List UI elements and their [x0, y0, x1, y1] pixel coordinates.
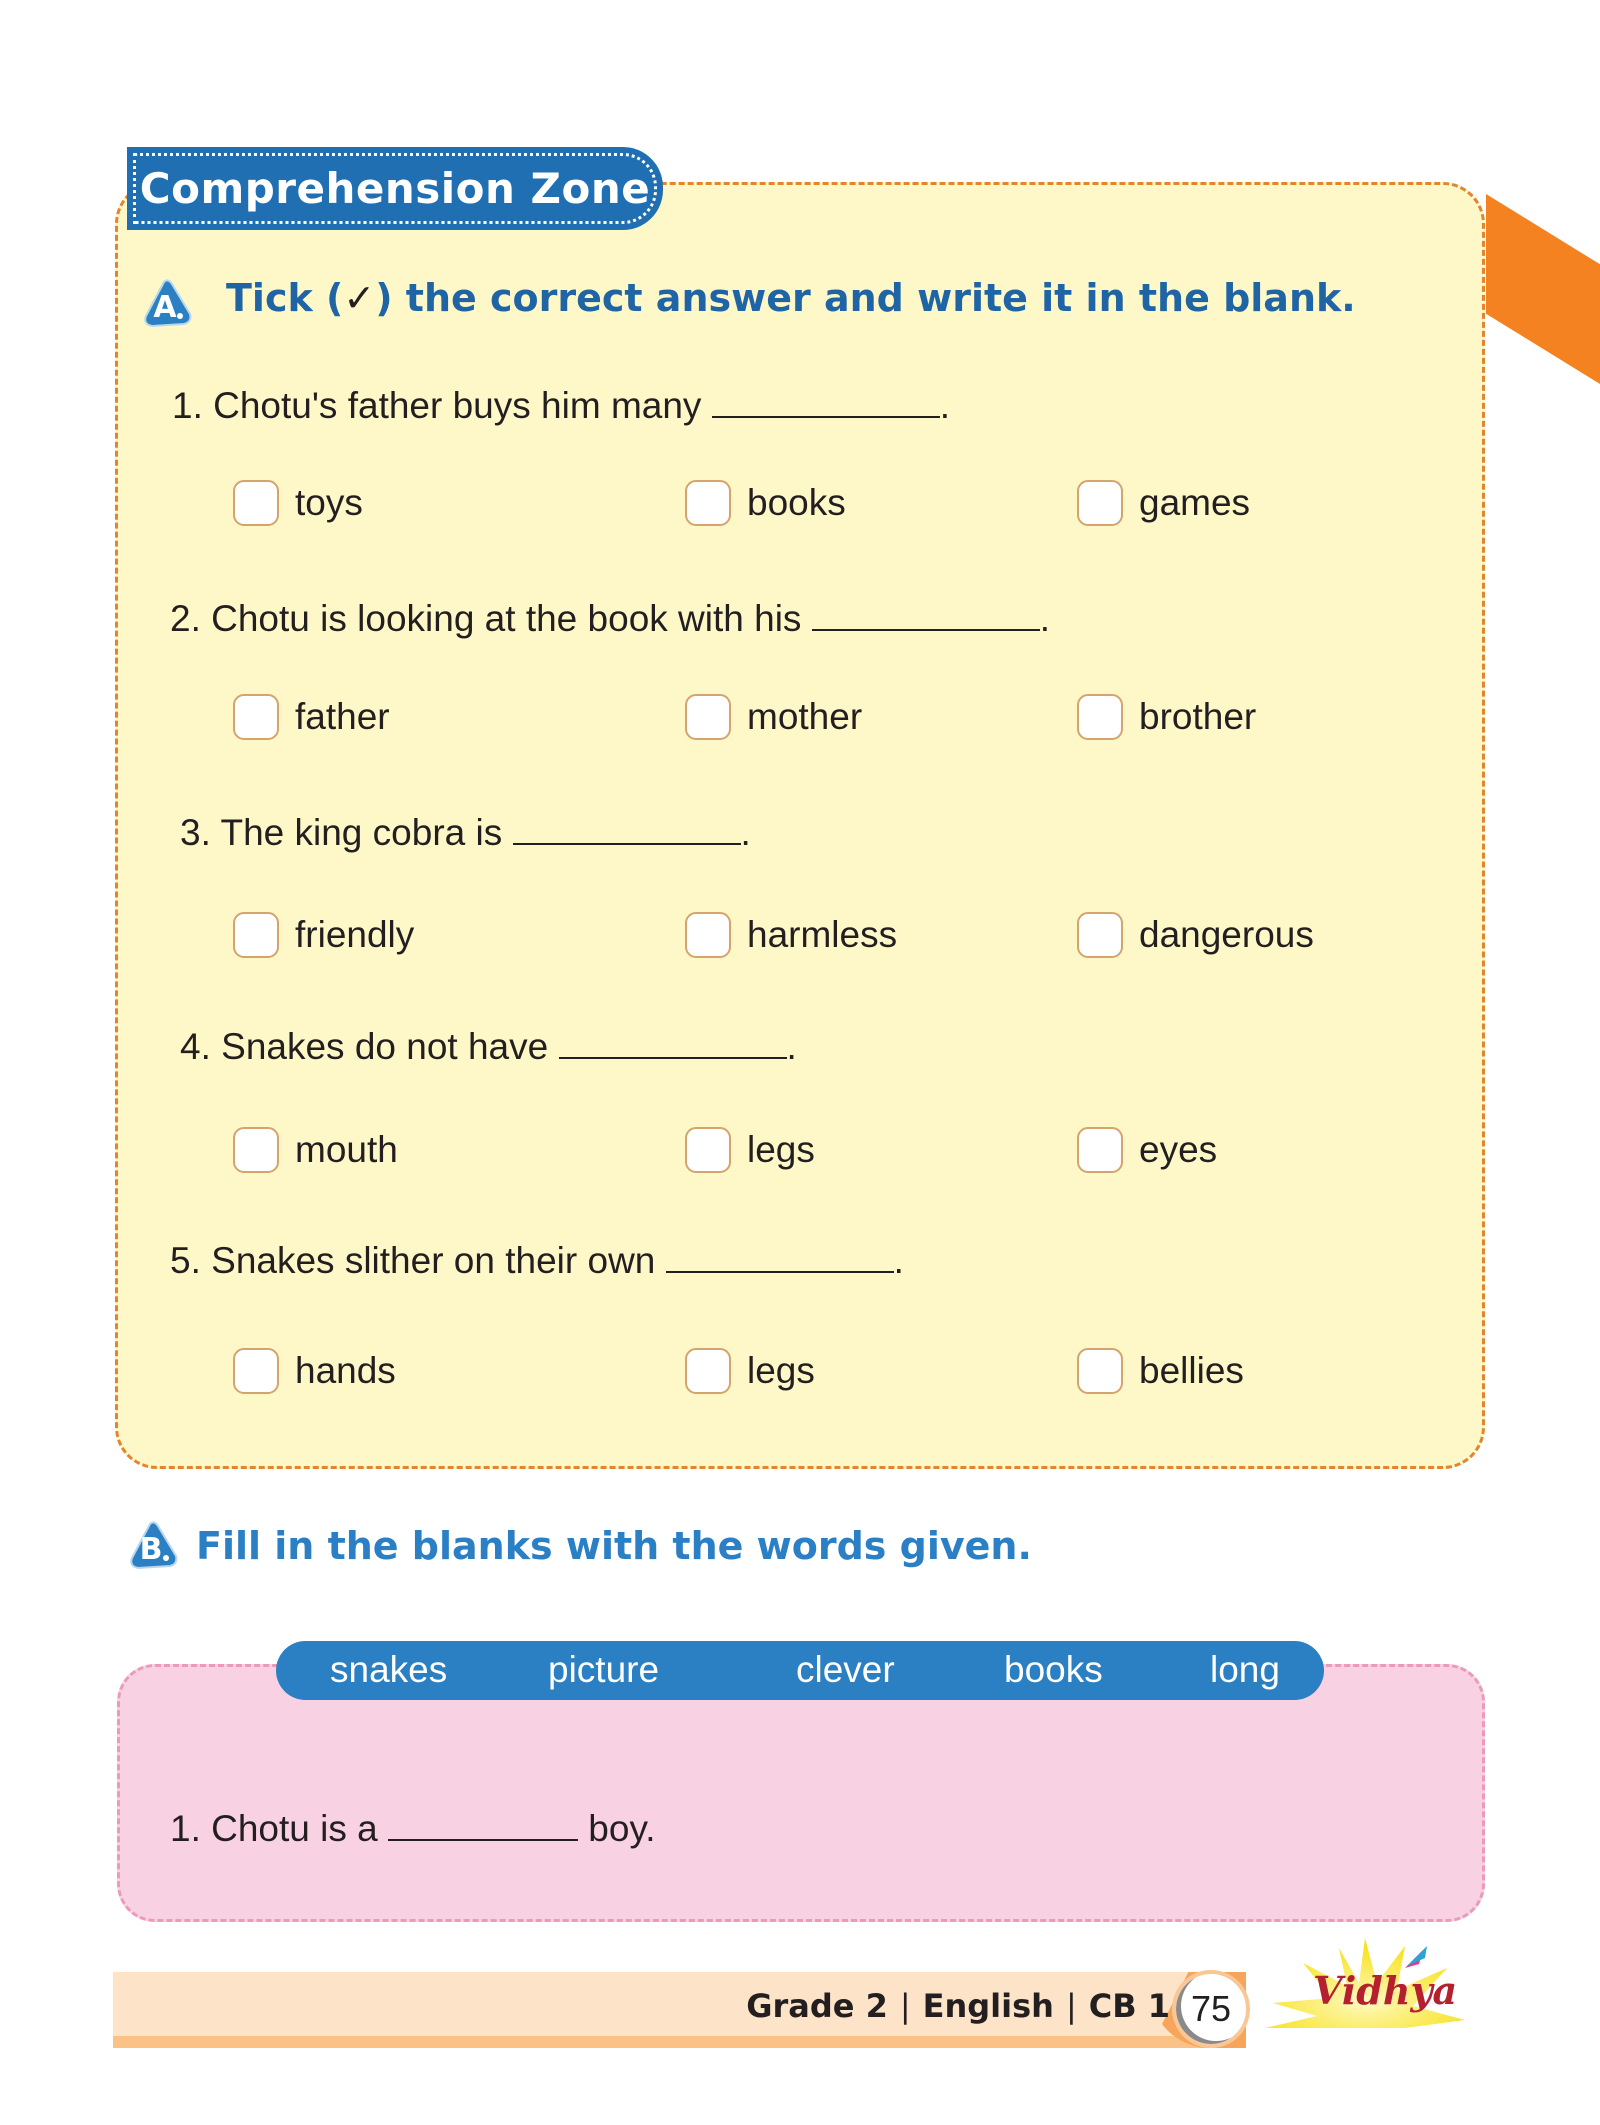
question-end: . — [786, 1026, 797, 1067]
vidhya-logo — [1255, 1928, 1475, 2053]
word-bank — [276, 1641, 1324, 1700]
checkbox[interactable] — [685, 480, 731, 526]
checkbox[interactable] — [685, 1127, 731, 1173]
option-label: games — [1139, 482, 1251, 523]
option-label: dangerous — [1139, 914, 1314, 955]
question-end: . — [1039, 598, 1050, 639]
checkbox[interactable] — [233, 1348, 279, 1394]
checkbox[interactable] — [685, 912, 731, 958]
option-q3-a[interactable] — [233, 912, 414, 958]
option-label: hands — [295, 1350, 396, 1391]
question-3 — [180, 812, 751, 854]
question-5 — [170, 1240, 904, 1282]
question-end: . — [740, 812, 751, 853]
word-bank-item: long — [1210, 1649, 1280, 1690]
question-4 — [180, 1026, 797, 1068]
question-end: . — [939, 385, 950, 426]
option-label: father — [295, 696, 390, 737]
option-q3-c[interactable] — [1077, 912, 1314, 958]
svg-text:B: B — [139, 1532, 163, 1567]
footer-stripe — [113, 2036, 1228, 2048]
section-b-instruction: Fill in the blanks with the words given. — [196, 1524, 1032, 1568]
question-text: 2. Chotu is looking at the book with his — [170, 598, 802, 639]
option-q3-b[interactable] — [685, 912, 897, 958]
option-label: harmless — [747, 914, 898, 955]
svg-text:A: A — [153, 290, 177, 325]
sentence-after: boy. — [588, 1808, 656, 1849]
checkbox[interactable] — [1077, 1127, 1123, 1173]
option-q4-a[interactable] — [233, 1127, 398, 1173]
word-bank-item: picture — [548, 1649, 660, 1690]
footer-separator: | — [899, 1987, 911, 2025]
answer-blank[interactable] — [388, 1809, 578, 1841]
option-label: bellies — [1139, 1350, 1244, 1391]
checkbox[interactable] — [1077, 694, 1123, 740]
option-q5-b[interactable] — [685, 1348, 815, 1394]
question-text: 1. Chotu's father buys him many — [172, 385, 702, 426]
footer-separator: | — [1065, 1987, 1077, 2025]
checkbox[interactable] — [685, 1348, 731, 1394]
question-2 — [170, 598, 1050, 640]
footer-book: CB 1 — [1088, 1987, 1170, 2025]
fill-sentence-1 — [170, 1808, 656, 1850]
option-q4-c[interactable] — [1077, 1127, 1217, 1173]
question-text: 3. The king cobra is — [180, 812, 503, 853]
side-tab-decoration — [1486, 194, 1600, 384]
brand-name: Vidhya — [1313, 1968, 1458, 2013]
section-a-instruction — [226, 276, 1356, 320]
sentence-before: 1. Chotu is a — [170, 1808, 378, 1849]
section-a-badge-icon — [140, 276, 194, 330]
option-label: legs — [747, 1129, 815, 1170]
question-text: 4. Snakes do not have — [180, 1026, 549, 1067]
answer-blank[interactable] — [513, 813, 741, 845]
checkbox[interactable] — [1077, 1348, 1123, 1394]
option-q2-c[interactable] — [1077, 694, 1256, 740]
tick-icon: ✓ — [343, 276, 376, 320]
question-text: 5. Snakes slither on their own — [170, 1240, 656, 1281]
checkbox[interactable] — [233, 912, 279, 958]
option-q4-b[interactable] — [685, 1127, 815, 1173]
option-q1-b[interactable] — [685, 480, 846, 526]
checkbox[interactable] — [233, 694, 279, 740]
answer-blank[interactable] — [712, 386, 940, 418]
answer-blank[interactable] — [666, 1241, 894, 1273]
option-label: mouth — [295, 1129, 398, 1170]
page-number: 75 — [1190, 1988, 1232, 2029]
option-label: mother — [747, 696, 863, 737]
option-label: friendly — [295, 914, 415, 955]
option-label: brother — [1139, 696, 1257, 737]
word-bank-item: clever — [796, 1649, 895, 1690]
fill-in-box — [117, 1664, 1485, 1922]
checkbox[interactable] — [685, 694, 731, 740]
option-q2-a[interactable] — [233, 694, 390, 740]
instruction-prefix: Tick ( — [226, 276, 344, 320]
checkbox[interactable] — [1077, 480, 1123, 526]
comprehension-zone-banner — [127, 147, 663, 230]
checkbox[interactable] — [1077, 912, 1123, 958]
option-label: toys — [295, 482, 363, 523]
word-bank-item: snakes — [330, 1649, 448, 1690]
footer-subject: English — [922, 1987, 1054, 2025]
option-q1-c[interactable] — [1077, 480, 1250, 526]
page-number-badge — [1172, 1970, 1250, 2048]
checkbox[interactable] — [233, 1127, 279, 1173]
answer-blank[interactable] — [812, 599, 1040, 631]
instruction-suffix: ) the correct answer and write it in the blank. — [375, 276, 1356, 320]
option-q2-b[interactable] — [685, 694, 862, 740]
option-label: books — [747, 482, 846, 523]
checkbox[interactable] — [233, 480, 279, 526]
option-q1-a[interactable] — [233, 480, 363, 526]
word-bank-item: books — [1004, 1649, 1103, 1690]
question-end: . — [893, 1240, 904, 1281]
footer-book-info — [746, 1987, 1170, 2025]
banner-title: Comprehension Zone — [139, 164, 651, 213]
option-q5-a[interactable] — [233, 1348, 396, 1394]
section-b-badge-icon — [126, 1518, 180, 1572]
answer-blank[interactable] — [559, 1027, 787, 1059]
option-label: eyes — [1139, 1129, 1218, 1170]
option-q5-c[interactable] — [1077, 1348, 1244, 1394]
option-label: legs — [747, 1350, 815, 1391]
footer-grade: Grade 2 — [746, 1987, 888, 2025]
question-1 — [172, 385, 950, 427]
